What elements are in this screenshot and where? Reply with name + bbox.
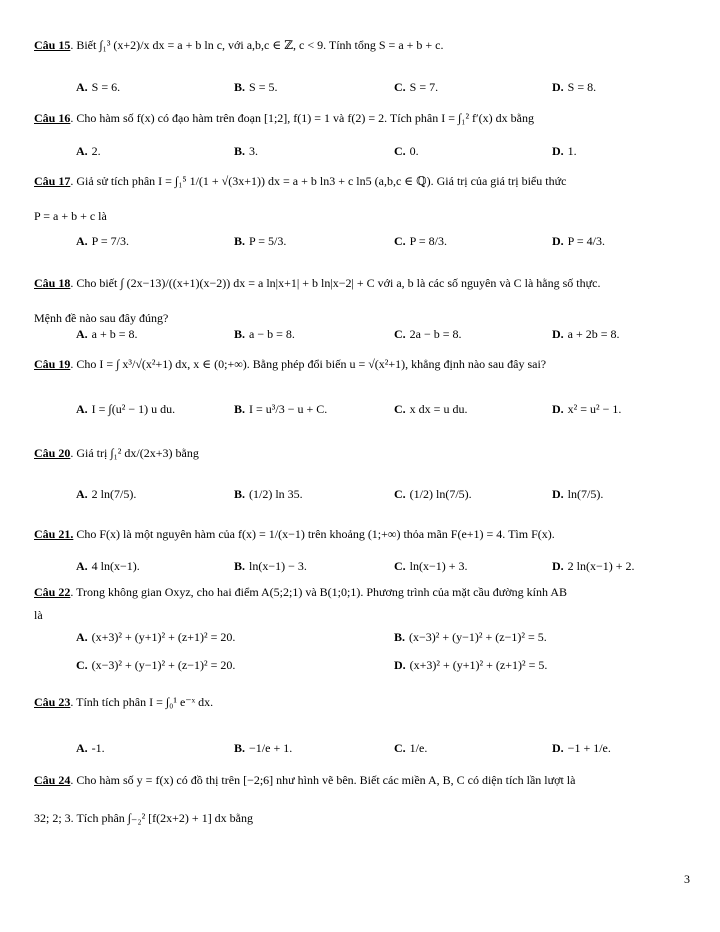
question-20	[34, 446, 690, 461]
question-stem: . Cho I = ∫ x³/√(x²+1) dx, x ∈ (0;+∞). Bằng phép đổi biến u = √(x²+1), khẳng định nào sau đây sai?	[70, 357, 547, 371]
option-b: B. P = 5/3.	[234, 234, 287, 248]
option-a: A. 2 ln(7/5).	[76, 487, 137, 501]
option-c: C. 2a − b = 8.	[394, 327, 462, 341]
options-18	[76, 327, 690, 343]
option-d: D. x² = u² − 1.	[552, 402, 622, 416]
question-label: Câu 22	[34, 585, 71, 599]
question-label: Câu 21.	[34, 527, 74, 541]
question-stem: Cho F(x) là một nguyên hàm của f(x) = 1/(x−1) trên khoảng (1;+∞) thỏa mãn F(e+1) = 4. Tìm F(x).	[73, 527, 555, 541]
option-a: A. P = 7/3.	[76, 234, 130, 248]
option-d: D. ln(7/5).	[552, 487, 604, 501]
options-15	[76, 80, 690, 96]
options-23	[76, 741, 690, 757]
option-b: B. S = 5.	[234, 80, 278, 94]
question-stem: . Biết ∫₁³ (x+2)/x dx = a + b ln c, với a,b,c ∈ ℤ, c < 9. Tính tổng S = a + b + c.	[70, 38, 444, 52]
page-number: 3	[684, 872, 690, 886]
question-stem: . Trong không gian Oxyz, cho hai điểm A(5;2;1) và B(1;0;1). Phương trình của mặt cầu đường kính AB	[70, 585, 567, 599]
option-a: A. (x+3)² + (y+1)² + (z+1)² = 20.	[76, 630, 236, 644]
question-label: Câu 18	[34, 276, 71, 290]
question-18	[34, 276, 690, 291]
option-a: A. -1.	[76, 741, 105, 755]
options-22-row1	[76, 630, 690, 646]
options-19	[76, 402, 690, 418]
option-a: A. 2.	[76, 144, 101, 158]
question-label: Câu 24	[34, 773, 71, 787]
question-label: Câu 23	[34, 695, 71, 709]
question-15	[34, 38, 690, 53]
option-a: A. 4 ln(x−1).	[76, 559, 140, 573]
option-b: B. (x−3)² + (y−1)² + (z−1)² = 5.	[394, 630, 547, 644]
option-c: C. ln(x−1) + 3.	[394, 559, 468, 573]
option-c: C. S = 7.	[394, 80, 439, 94]
question-22	[34, 585, 690, 600]
option-d: D. −1 + 1/e.	[552, 741, 611, 755]
question-continuation: Mệnh đề nào sau đây đúng?	[34, 311, 169, 325]
option-d: D. P = 4/3.	[552, 234, 606, 248]
option-b: B. (1/2) ln 35.	[234, 487, 303, 501]
question-label: Câu 20	[34, 446, 71, 460]
question-stem: . Giá trị ∫₁² dx/(2x+3) bằng	[70, 446, 199, 460]
option-d: D. a + 2b = 8.	[552, 327, 620, 341]
option-b: B. 3.	[234, 144, 259, 158]
question-continuation: P = a + b + c là	[34, 209, 107, 223]
option-b: B. a − b = 8.	[234, 327, 295, 341]
question-stem: . Cho hàm số y = f(x) có đồ thị trên [−2;6] như hình vẽ bên. Biết các miền A, B, C có diện tích lần lượt là	[70, 773, 576, 787]
question-stem: . Cho hàm số f(x) có đạo hàm trên đoạn [1;2], f(1) = 1 và f(2) = 2. Tích phân I = ∫₁² f′(x) dx bằng	[70, 111, 534, 125]
option-c: C. P = 8/3.	[394, 234, 448, 248]
question-23	[34, 695, 690, 710]
options-20	[76, 487, 690, 503]
option-a: A. I = ∫(u² − 1) u du.	[76, 402, 176, 416]
option-d: D. 1.	[552, 144, 577, 158]
option-a: A. S = 6.	[76, 80, 121, 94]
question-17	[34, 174, 690, 189]
question-label: Câu 17	[34, 174, 71, 188]
question-label: Câu 16	[34, 111, 71, 125]
options-21	[76, 559, 690, 575]
question-label: Câu 19	[34, 357, 71, 371]
option-b: B. ln(x−1) − 3.	[234, 559, 307, 573]
question-19	[34, 357, 690, 372]
option-b: B. I = u³/3 − u + C.	[234, 402, 328, 416]
question-continuation: là	[34, 608, 43, 622]
option-b: B. −1/e + 1.	[234, 741, 293, 755]
options-22-row2	[76, 658, 690, 674]
question-continuation: 32; 2; 3. Tích phân ∫₋₂² [f(2x+2) + 1] dx bằng	[34, 811, 254, 825]
question-24	[34, 773, 690, 788]
option-a: A. a + b = 8.	[76, 327, 138, 341]
option-d: D. S = 8.	[552, 80, 597, 94]
question-label: Câu 15	[34, 38, 71, 52]
question-stem: . Cho biết ∫ (2x−13)/((x+1)(x−2)) dx = a ln|x+1| + b ln|x−2| + C với a, b là các số nguyên và C là hằng số thực.	[70, 276, 601, 290]
question-21	[34, 527, 690, 542]
option-c: C. 0.	[394, 144, 419, 158]
option-d: D. 2 ln(x−1) + 2.	[552, 559, 635, 573]
options-16	[76, 144, 690, 160]
question-16	[34, 111, 690, 126]
option-c: C. 1/e.	[394, 741, 428, 755]
question-stem: . Tính tích phân I = ∫₀¹ e⁻ˣ dx.	[70, 695, 214, 709]
option-c: C. (x−3)² + (y−1)² + (z−1)² = 20.	[76, 658, 236, 672]
option-c: C. x dx = u du.	[394, 402, 468, 416]
question-stem: . Giả sử tích phân I = ∫₁⁵ 1/(1 + √(3x+1)) dx = a + b ln3 + c ln5 (a,b,c ∈ ℚ). Giá trị của giá trị biểu thức	[70, 174, 567, 188]
option-c: C. (1/2) ln(7/5).	[394, 487, 472, 501]
option-d: D. (x+3)² + (y+1)² + (z+1)² = 5.	[394, 658, 548, 672]
options-17	[76, 234, 690, 250]
